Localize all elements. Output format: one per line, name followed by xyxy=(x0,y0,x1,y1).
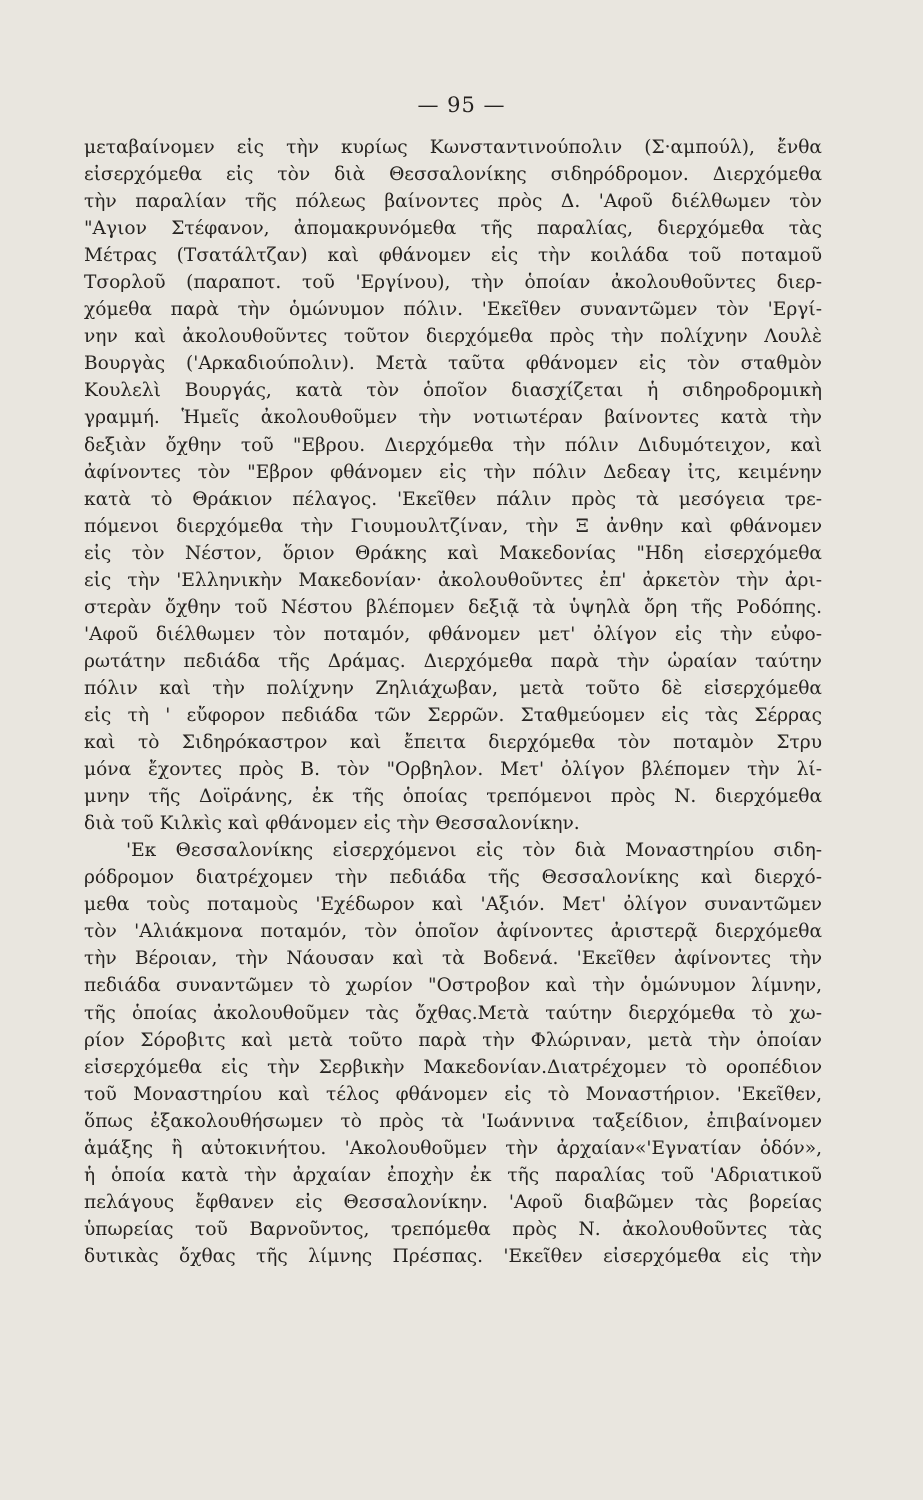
text-line: ὅπως ἐξακολουθήσωμεν τὸ πρὸς τὰ 'Ιωάννινα ταξείδιον, ἐπιβαίνομεν xyxy=(84,1110,822,1132)
text-line: ἡ ὁποία κατὰ τὴν ἀρχαίαν ἐποχὴν ἐκ τῆς παραλίας τοῦ 'Αδριατικοῦ xyxy=(84,1164,822,1186)
text-line: δυτικὰς ὄχθας τῆς λίμνης Πρέσπας. 'Εκεῖθεν εἰσερχόμεθα εἰς τὴν xyxy=(84,1245,822,1267)
text-line: πεδιάδα συναντῶμεν τὸ χωρίον "Οστροβον καὶ τὴν ὁμώνυμον λίμνην, xyxy=(84,975,822,997)
text-line: Βουργὰς ('Αρκαδιούπολιν). Μετὰ ταῦτα φθάνομεν εἰς τὸν σταθμὸν xyxy=(84,353,822,375)
text-line: τῆς ὁποίας ἀκολουθοῦμεν τὰς ὄχθας.Μετὰ ταύτην διερχόμεθα τὸ χω- xyxy=(84,1002,822,1024)
text-line: χόμεθα παρὰ τὴν ὁμώνυμον πόλιν. 'Εκεῖθεν συναντῶμεν τὸν 'Εργί- xyxy=(84,299,822,321)
body-text xyxy=(84,134,822,1270)
text-line: εἰς τὴν 'Ελληνικὴν Μακεδονίαν· ἀκολουθοῦντες ἐπ' ἀρκετὸν τὴν ἀρι- xyxy=(84,569,822,591)
text-line: πόλιν καὶ τὴν πολίχνην Ζηλιάχωβαν, μετὰ τοῦτο δὲ εἰσερχόμεθα xyxy=(84,677,822,699)
text-line: καὶ τὸ Σιδηρόκαστρον καὶ ἔπειτα διερχόμεθα τὸν ποταμὸν Στρυ xyxy=(84,732,822,754)
text-line: εἰς τὴ ' εὔφορον πεδιάδα τῶν Σερρῶν. Σταθμεύομεν εἰς τὰς Σέρρας xyxy=(84,704,822,726)
text-line: πελάγους ἔφθανεν εἰς Θεσσαλονίκην. 'Αφοῦ διαβῶμεν τὰς βορείας xyxy=(84,1191,822,1213)
text-line: ρίον Σόροβιτς καὶ μετὰ τοῦτο παρὰ τὴν Φλώριναν, μετὰ τὴν ὁποίαν xyxy=(84,1029,822,1051)
text-line: εἰς τὸν Νέστον, ὅριον Θράκης καὶ Μακεδονίας "Ηδη εἰσερχόμεθα xyxy=(84,542,822,564)
text-line: πόμενοι διερχόμεθα τὴν Γιουμουλτζίναν, τὴν Ξ ἀνθην καὶ φθάνομεν xyxy=(84,515,822,537)
text-line: νην καὶ ἀκολουθοῦντες τοῦτον διερχόμεθα πρὸς τὴν πολίχνην Λουλὲ xyxy=(84,326,822,348)
text-line: Μέτρας (Τσατάλτζαν) καὶ φθάνομεν εἰς τὴν κοιλάδα τοῦ ποταμοῦ xyxy=(84,245,822,267)
text-line: 'Αφοῦ διέλθωμεν τὸν ποταμόν, φθάνομεν μετ' ὀλίγον εἰς τὴν εὐφο- xyxy=(84,623,822,645)
text-line: ρωτάτην πεδιάδα τῆς Δράμας. Διερχόμεθα παρὰ τὴν ὡραίαν ταύτην xyxy=(84,650,822,672)
text-line: Κουλελὶ Βουργάς, κατὰ τὸν ὁποῖον διασχίζεται ἡ σιδηροδρομικὴ xyxy=(84,380,822,402)
text-line: ὑπωρείας τοῦ Βαρνοῦντος, τρεπόμεθα πρὸς Ν. ἀκολουθοῦντες τὰς xyxy=(84,1218,822,1240)
text-line: μόνα ἔχοντες πρὸς Β. τὸν "Ορβηλον. Μετ' ὀλίγον βλέπομεν τὴν λί- xyxy=(84,759,822,781)
text-line: μνην τῆς Δοϊράνης, ἐκ τῆς ὁποίας τρεπόμενοι πρὸς Ν. διερχόμεθα xyxy=(84,786,822,808)
text-line: διὰ τοῦ Κιλκὶς καὶ φθάνομεν εἰς τὴν Θεσσαλονίκην. xyxy=(84,813,580,835)
text-line: Τσορλοῦ (παραποτ. τοῦ 'Εργίνου), τὴν ὁποίαν ἀκολουθοῦντες διερ- xyxy=(84,272,822,294)
text-line: τὴν παραλίαν τῆς πόλεως βαίνοντες πρὸς Δ. 'Αφοῦ διέλθωμεν τὸν xyxy=(84,191,822,213)
text-line: ἁμάξης ἢ αὐτοκινήτου. 'Ακολουθοῦμεν τὴν ἀρχαίαν«'Εγνατίαν ὁδόν», xyxy=(84,1137,822,1159)
text-line: γραμμή. Ἡμεῖς ἀκολουθοῦμεν τὴν νοτιωτέραν βαίνοντες κατὰ τὴν xyxy=(84,407,822,429)
text-line: εἰσερχόμεθα εἰς τὴν Σερβικὴν Μακεδονίαν.Διατρέχομεν τὸ οροπέδιον xyxy=(84,1056,822,1078)
text-line: εἰσερχόμεθα εἰς τὸν διὰ Θεσσαλονίκης σιδηρόδρομον. Διερχόμεθα xyxy=(84,164,822,186)
text-line: 'Εκ Θεσσαλονίκης εἰσερχόμενοι εἰς τὸν διὰ Μοναστηρίου σιδη- xyxy=(126,840,822,862)
text-line: ρόδρομον διατρέχομεν τὴν πεδιάδα τῆς Θεσσαλονίκης καὶ διερχό- xyxy=(84,867,822,889)
text-line: τοῦ Μοναστηρίου καὶ τέλος φθάνομεν εἰς τὸ Μοναστήριον. 'Εκεῖθεν, xyxy=(84,1083,822,1105)
text-line: "Αγιον Στέφανον, ἀπομακρυνόμεθα τῆς παραλίας, διερχόμεθα τὰς xyxy=(84,218,822,240)
text-line: τὸν 'Αλιάκμονα ποταμόν, τὸν ὁποῖον ἀφίνοντες ἀριστερᾷ διερχόμεθα xyxy=(84,921,822,943)
paragraph xyxy=(84,837,822,1270)
text-line: μεθα τοὺς ποταμοὺς 'Εχέδωρον καὶ 'Αξιόν. Μετ' ὀλίγον συναντῶμεν xyxy=(84,894,822,916)
text-line: μεταβαίνομεν εἰς τὴν κυρίως Κωνσταντινούπολιν (Σ·αμπούλ), ἔνθα xyxy=(84,137,822,158)
text-line: τὴν Βέροιαν, τὴν Νάουσαν καὶ τὰ Βοδενά. 'Εκεῖθεν ἀφίνοντες τὴν xyxy=(84,948,822,970)
text-line: στερὰν ὄχθην τοῦ Νέστου βλέπομεν δεξιᾷ τὰ ὑψηλὰ ὄρη τῆς Ροδόπης. xyxy=(84,596,822,618)
paragraph xyxy=(84,134,822,837)
page-number: — 95 — xyxy=(417,93,506,117)
text-line: κατὰ τὸ Θράκιον πέλαγος. 'Εκεῖθεν πάλιν πρὸς τὰ μεσόγεια τρε- xyxy=(84,488,822,510)
text-line: δεξιὰν ὄχθην τοῦ "Εβρου. Διερχόμεθα τὴν πόλιν Διδυμότειχον, καὶ xyxy=(84,434,822,456)
text-line: ἀφίνοντες τὸν "Εβρον φθάνομεν εἰς τὴν πόλιν Δεδεαγ ἰτς, κειμένην xyxy=(84,461,822,483)
